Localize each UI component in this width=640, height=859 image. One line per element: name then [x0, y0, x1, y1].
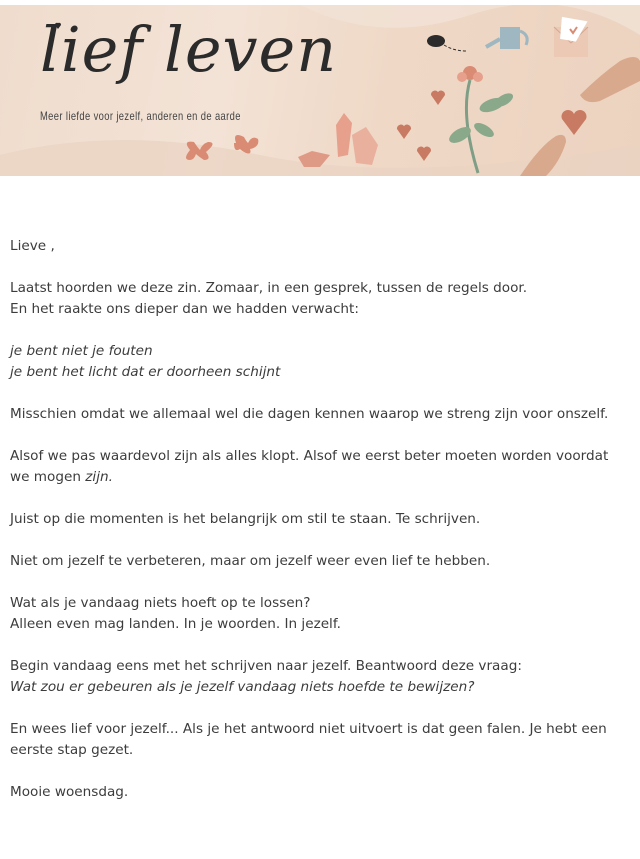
header-banner — [0, 5, 640, 176]
paragraph — [10, 446, 630, 488]
crystal-icon — [298, 113, 378, 167]
paragraph: Laatst hoorden we deze zin. Zomaar, in een gesprek, tussen de regels door. — [10, 280, 528, 296]
paragraph: Niet om jezelf te verbeteren, maar om jezelf weer even lief te hebben. — [10, 553, 491, 569]
paragraph-text: Alsof we pas waardevol zijn als alles klopt. Alsof we eerst beter moeten worden voordat we mogen — [10, 448, 609, 485]
envelope-icon — [554, 17, 588, 57]
paragraph: Wat als je vandaag niets hoeft op te lossen? — [10, 595, 311, 611]
paragraph: Begin vandaag eens met het schrijven naar jezelf. Beantwoord deze vraag: — [10, 658, 522, 674]
flower-icon — [447, 66, 516, 173]
tagline: Meer liefde voor jezelf, anderen en de aarde — [40, 109, 241, 123]
closing: Mooie woensdag. — [10, 784, 129, 800]
bee-icon — [427, 35, 466, 51]
paragraph: Misschien omdat we allemaal wel die dagen kennen waarop we streng zijn voor onszelf. — [10, 406, 609, 422]
letter-body — [0, 236, 640, 803]
greeting: Lieve , — [10, 238, 55, 254]
emphasis: zijn. — [85, 469, 113, 485]
paragraph: Alleen even mag landen. In je woorden. In jezelf. — [10, 616, 341, 632]
question: Wat zou er gebeuren als je jezelf vandaag niets hoefde te bewijzen? — [10, 679, 475, 695]
paragraph: En wees lief voor jezelf... Als je het antwoord niet uitvoert is dat geen falen. Je hebt een eerste stap gezet. — [10, 721, 607, 758]
quote-line: je bent niet je fouten — [10, 343, 153, 359]
watering-can-icon — [486, 27, 527, 49]
quote-line: je bent het licht dat er doorheen schijnt — [10, 364, 281, 380]
paragraph: Juist op die momenten is het belangrijk om stil te staan. Te schrijven. — [10, 511, 481, 527]
paragraph: En het raakte ons dieper dan we hadden verwacht: — [10, 301, 359, 317]
logo[interactable]: lief leven — [40, 13, 338, 86]
